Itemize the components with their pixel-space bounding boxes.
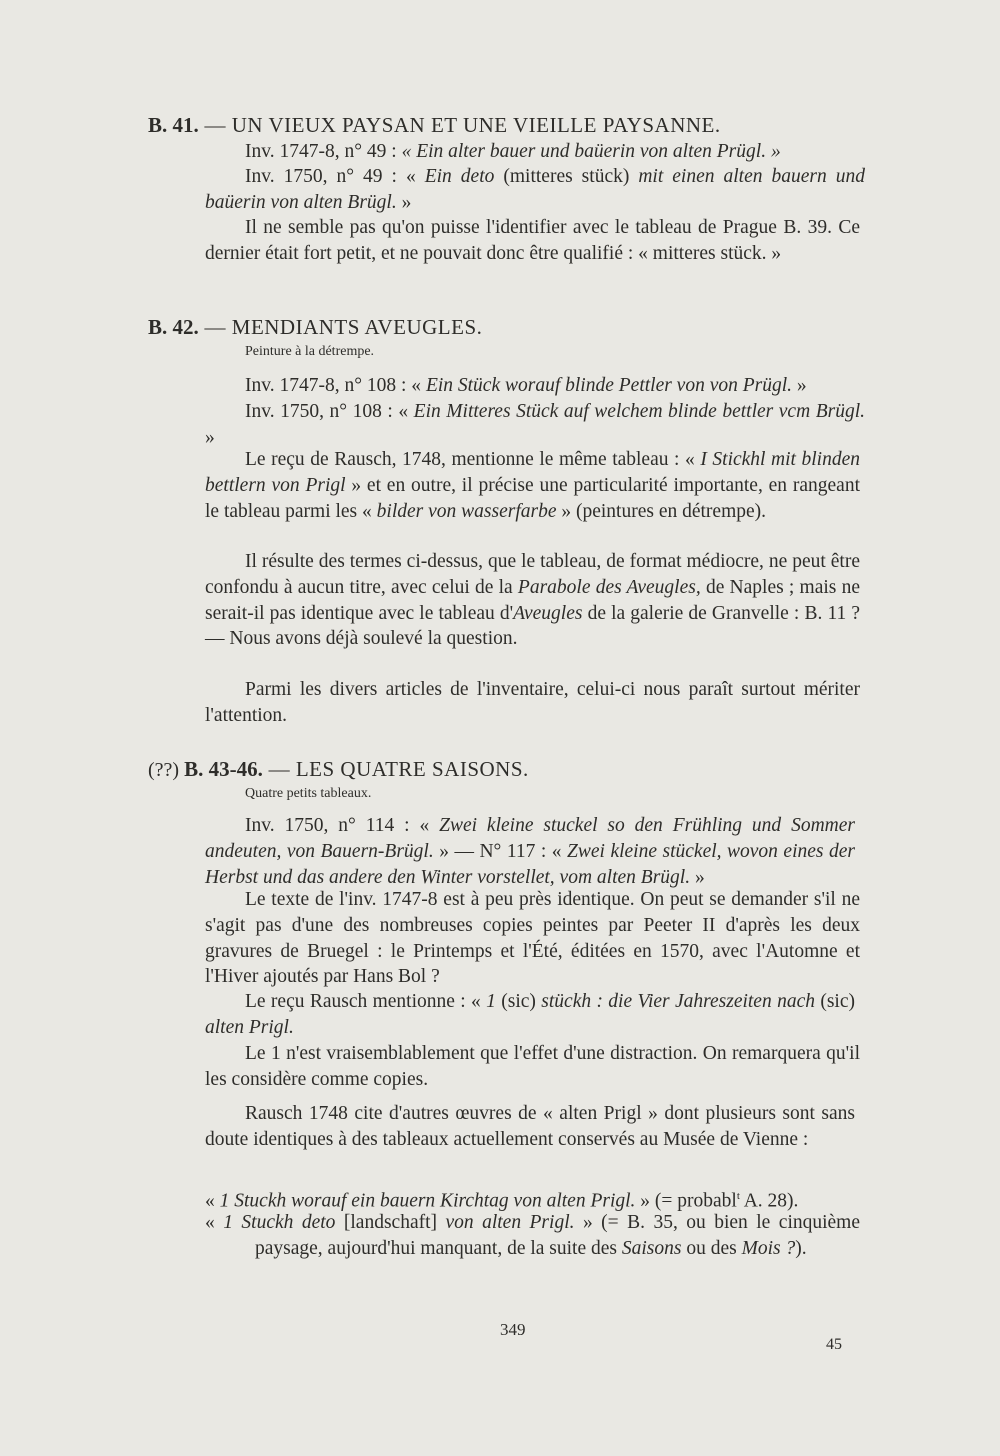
signature-mark: 45 [826, 1336, 842, 1353]
b43-rausch-1748: Rausch 1748 cite d'autres œuvres de « alten Prigl » dont plusieurs sont sans doute identiques à des tableaux actuellement conservés au Musée de Vienne : [205, 1103, 855, 1150]
b42-rausch: Le reçu de Rausch, 1748, mentionne le même tableau : « I Stickhl mit blinden bettlern von Prigl » et en outre, il précise une particularité importante, en rangeant le tableau parmi les « bilder von wasserfarbe » (peintures en détrempe). [205, 449, 860, 522]
entry-code: B. 42. [148, 315, 199, 339]
b43-texte: Le texte de l'inv. 1747-8 est à peu près identique. On peut se demander s'il ne s'agit pas d'une des nombreuses copies peintes par Peeter II d'après les deux gravures de Bruegel : le Printemps et l'Été, éditées en 1570, avec l'Automne et l'Hiver ajoutés par Hans Bol ? [205, 889, 860, 988]
heading-b41 [148, 113, 721, 138]
b43-distraction: Le 1 n'est vraisemblablement que l'effet d'une distraction. On remarquera qu'il les considère comme copies. [205, 1043, 860, 1090]
heading-b42 [148, 315, 482, 340]
b42-conclusion: Parmi les divers articles de l'inventaire, celui-ci nous paraît surtout mériter l'attention. [205, 679, 860, 726]
b42-inv-1750: Inv. 1750, n° 108 : « Ein Mitteres Stück auf welchem blinde bettler vcm Brügl. » [205, 401, 865, 448]
b43-rausch: Le reçu Rausch mentionne : « 1 (sic) stückh : die Vier Jahreszeiten nach (sic) alten Prigl. [205, 991, 855, 1038]
heading-b43-46 [148, 757, 529, 782]
entry-code: B. 41. [148, 113, 199, 137]
entry-title: — LES QUATRE SAISONS. [262, 757, 529, 781]
b42-inv-1747: Inv. 1747-8, n° 108 : « Ein Stück worauf blinde Pettler von von Prügl. » [245, 375, 807, 396]
b41-inv-1747: Inv. 1747-8, n° 49 : « Ein alter bauer und baüerin von alten Prügl. » [245, 141, 781, 162]
b42-subtitle: Peinture à la détrempe. [245, 344, 375, 359]
b43-subtitle: Quatre petits tableaux. [245, 786, 372, 801]
b42-discussion: Il résulte des termes ci-dessus, que le tableau, de format médiocre, ne peut être confondu à aucun titre, avec celui de la Parabole des Aveugles, de Naples ; mais ne serait-il pas identique avec le tableau d'Aveugles de la galerie de Granvelle : B. 11 ? — Nous avons déjà soulevé la question. [205, 551, 860, 650]
b41-paragraph: Il ne semble pas qu'on puisse l'identifier avec le tableau de Prague B. 39. Ce dernier était fort petit, et ne pouvait donc être qualifié : « mitteres stück. » [205, 217, 860, 264]
b41-inv-1750: Inv. 1750, n° 49 : « Ein deto (mitteres stück) mit einen alten bauern und baüerin von alten Brügl. » [205, 166, 865, 213]
entry-title: — UN VIEUX PAYSAN ET UNE VIEILLE PAYSANNE. [198, 113, 721, 137]
uncertain-prefix: (??) [148, 759, 185, 781]
entry-code: B. 43-46. [184, 757, 263, 781]
b43-quote-2: « 1 Stuckh deto [landschaft] von alten Prigl. » (= B. 35, ou bien le cinquième paysage, aujourd'hui manquant, de la suite des Saisons ou des Mois ?). [205, 1212, 861, 1259]
b43-inv-1750: Inv. 1750, n° 114 : « Zwei kleine stuckel so den Frühling und Sommer andeuten, von Bauern-Brügl. » — N° 117 : « Zwei kleine stückel, wovon eines der Herbst und das andere den Winter vorstellet, vom alten Brügl. » [205, 815, 855, 888]
b43-quote-1: « 1 Stuckh worauf ein bauern Kirchtag von alten Prigl. » (= probabl$^t$ A. 28). [205, 1190, 799, 1212]
entry-title: — MENDIANTS AVEUGLES. [198, 315, 483, 339]
page-number: 349 [500, 1320, 526, 1339]
